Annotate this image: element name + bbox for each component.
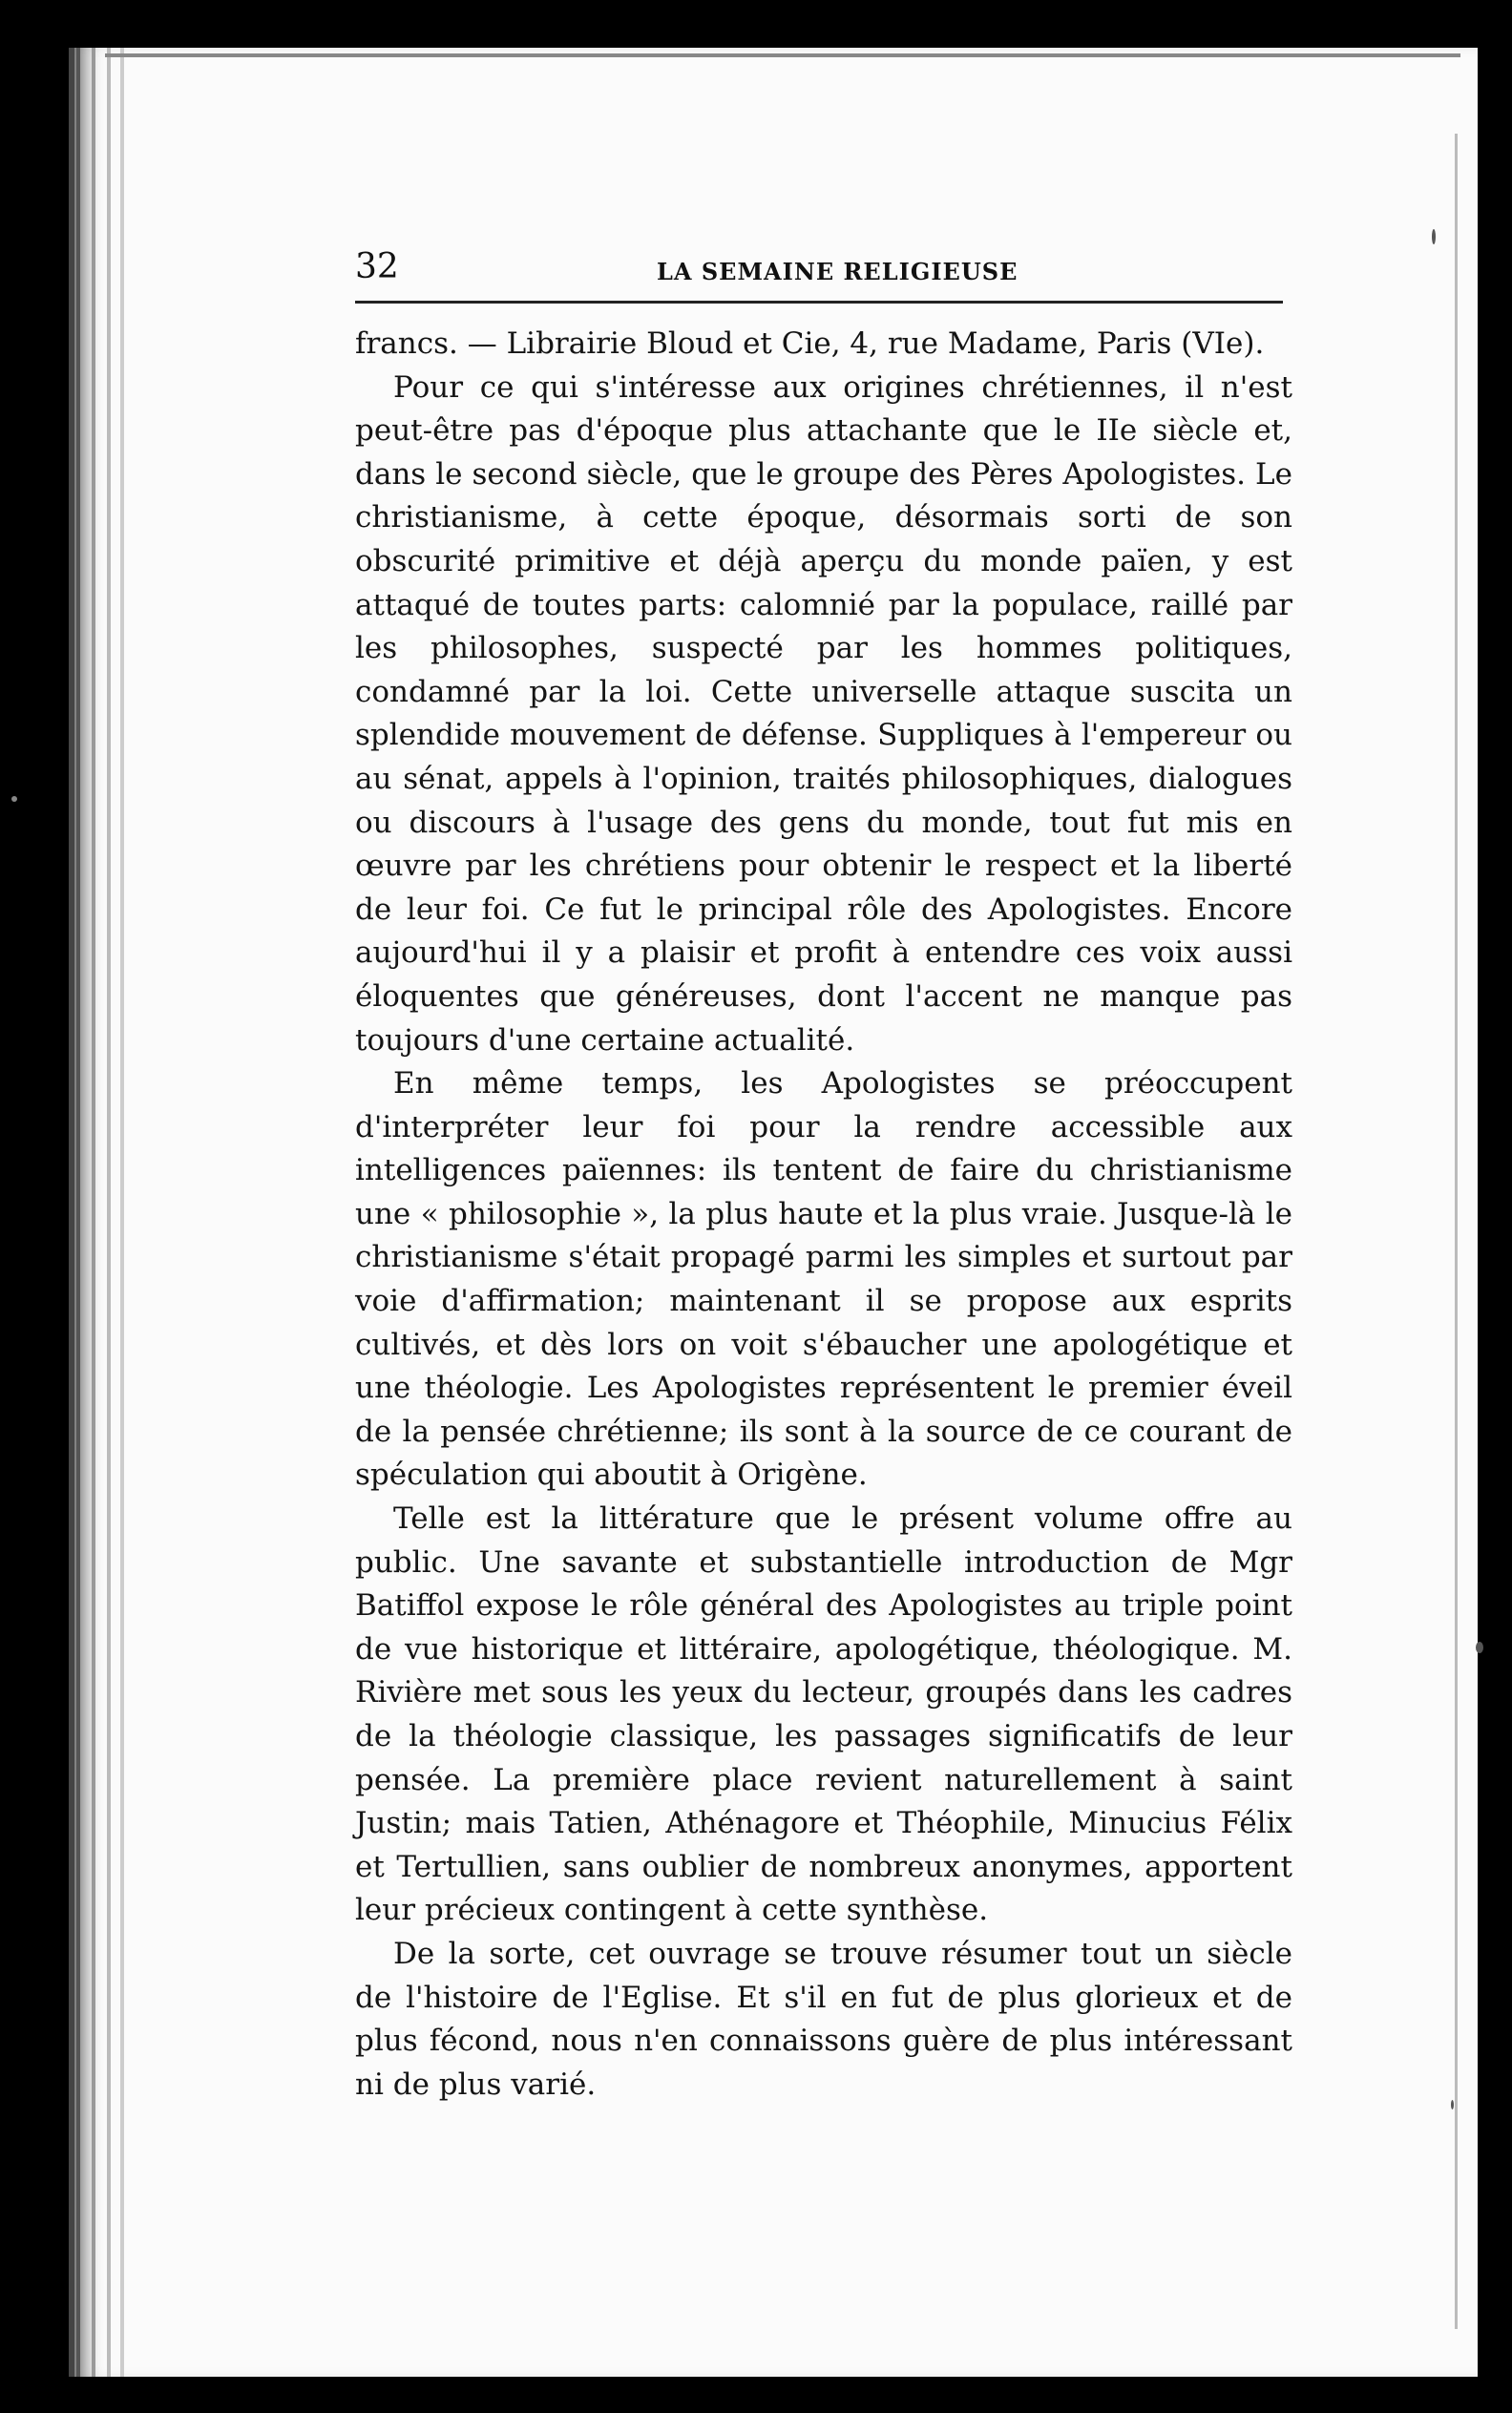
- paragraph: En même temps, les Apologistes se préoccupent d'interpréter leur foi pour la rendre accessible aux intelligences païennes: ils tentent de faire du christianisme une « philosophie », la plus haute et la plus vraie. Jusque-là le christianisme s'était propagé parmi les simples et surtout par voie d'affirmation; maintenant il se propose aux esprits cultivés, et dès lors on voit s'ébaucher une apologétique et une théologie. Les Apologistes représentent le premier éveil de la pensée chrétienne; ils sont à la source de ce courant de spéculation qui aboutit à Origène.: [355, 1066, 1292, 1493]
- scan-speck: [1432, 229, 1436, 244]
- page-edge-line: [107, 48, 111, 2377]
- running-head: [355, 247, 1281, 296]
- header-rule: [355, 301, 1283, 304]
- page-edge-line: [120, 48, 124, 2377]
- page-top-edge: [105, 53, 1460, 57]
- page-edge-line: [76, 48, 80, 2377]
- scan-speck: [11, 796, 17, 802]
- page-number: 32: [355, 247, 399, 286]
- scan-speck: [1451, 2100, 1454, 2109]
- page-edge-line: [92, 48, 95, 2377]
- paragraph: Pour ce qui s'intéresse aux origines chrétiennes, il n'est peut-être pas d'époque plus attachante que le IIe siècle et, dans le second siècle, que le groupe des Pères Apologistes. Le christianisme, à cette époque, désormais sorti de son obscurité primitive et déjà aperçu du monde païen, y est attaqué de toutes parts: calomnié par la populace, raillé par les philosophes, suspecté par les hommes politiques, condamné par la loi. Cette universelle attaque suscita un splendide mouvement de défense. Suppliques à l'empereur ou au sénat, appels à l'opinion, traités philosophiques, dialogues ou discours à l'usage des gens du monde, tout fut mis en œuvre par les chrétiens pour obtenir le respect et la liberté de leur foi. Ce fut le principal rôle des Apologistes. Encore aujourd'hui il y a plaisir et profit à entendre ces voix aussi éloquentes que généreuses, dont l'accent ne manque pas toujours d'une certaine actualité.: [355, 369, 1292, 1058]
- running-title: LA SEMAINE RELIGIEUSE: [657, 258, 1018, 285]
- page-right-edge: [1455, 134, 1458, 2329]
- paragraph: Telle est la littérature que le présent volume offre au public. Une savante et substantielle introduction de Mgr Batiffol expose le rôle général des Apologistes au triple point de vue historique et littéraire, apologétique, théologique. M. Rivière met sous les yeux du lecteur, groupés dans les cadres de la théologie classique, les passages significatifs de leur pensée. La première place revient naturellement à saint Justin; mais Tatien, Athénagore et Théophile, Minucius Félix et Tertullien, sans oublier de nombreux anonymes, apportent leur précieux contingent à cette synthèse.: [355, 1501, 1292, 1928]
- paragraph-continuation: francs. — Librairie Bloud et Cie, 4, rue Madame, Paris (VIe).: [355, 326, 1265, 361]
- paragraph: De la sorte, cet ouvrage se trouve résumer tout un siècle de l'histoire de l'Eglise. Et s'il en fut de plus glorieux et de plus fécond, nous n'en connaissons guère de plus intéressant ni de plus varié.: [355, 1936, 1292, 2102]
- scan-speck: [1476, 1642, 1483, 1653]
- article-body: [355, 323, 1292, 2107]
